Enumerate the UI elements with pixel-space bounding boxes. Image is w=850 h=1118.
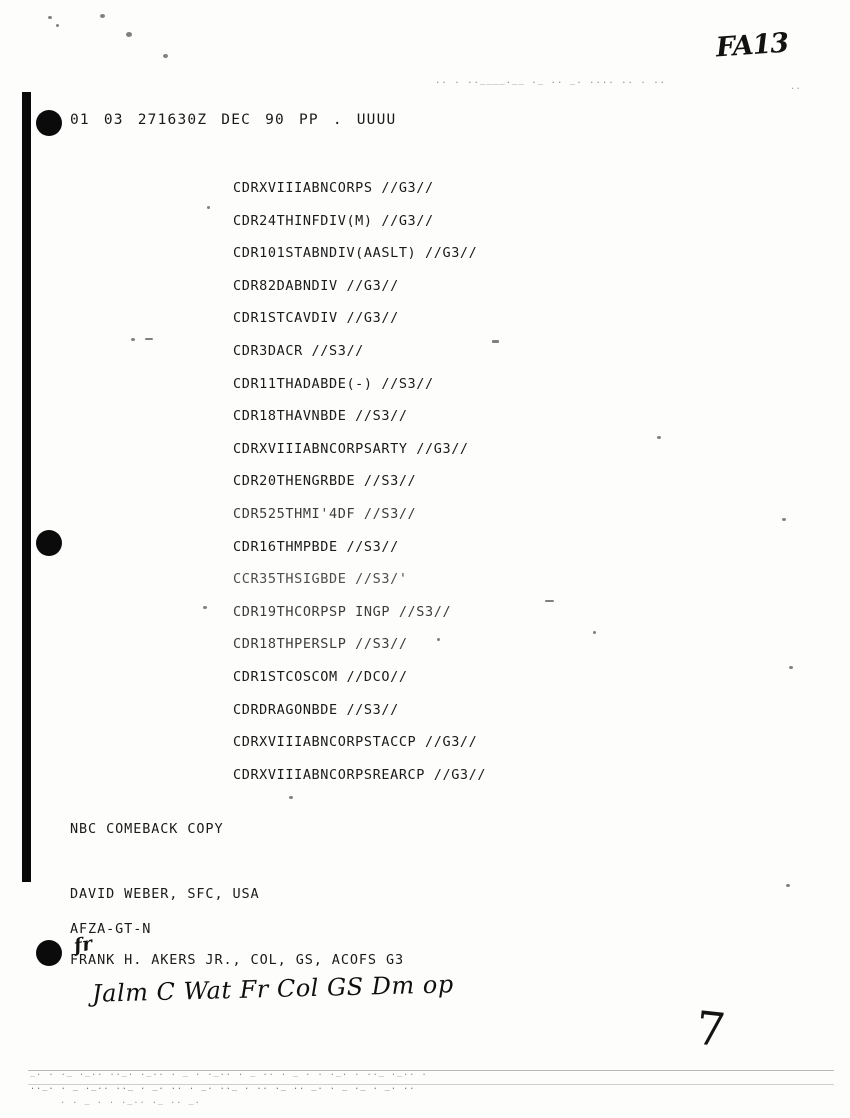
scan-artifact-bottom: . . _ . . ._.. ._ .. _. (60, 1096, 201, 1106)
addressee-line: CDR24THINFDIV(M) //G3// (233, 212, 434, 229)
dtg-segment-precedence: PP (298, 112, 319, 128)
dtg-segment-dot: . (332, 112, 343, 128)
hole-punch-mark (36, 940, 62, 966)
hole-punch-mark (36, 110, 62, 136)
scan-speckle (100, 14, 105, 18)
scan-artifact-top: .. . ..____.__ ._ .. _. .... .. . .. (435, 76, 667, 86)
handwritten-signature: Jalm C Wat Fr Col GS Dm op (91, 970, 455, 1008)
addressee-line: CDR82DABNDIV //G3// (233, 277, 399, 294)
scan-speckle (126, 32, 132, 37)
scan-speckle (48, 16, 52, 19)
handwritten-top-marking: FA13 (714, 27, 789, 64)
scan-speckle (56, 24, 59, 27)
scan-speckle (131, 338, 135, 341)
addressee-line: CDRDRAGONBDE //S3// (233, 701, 399, 718)
scan-speckle (203, 606, 207, 609)
dtg-segment-time: 271630Z (137, 112, 208, 128)
addressee-list (233, 172, 486, 791)
addressee-line: CDR18THAVNBDE //S3// (233, 408, 408, 425)
addressee-line: CDRXVIIIABNCORPS //G3// (233, 180, 434, 196)
scan-speckle (545, 600, 554, 602)
binding-edge-bar (22, 92, 31, 882)
scan-speckle (593, 631, 596, 634)
addressee-line: CDR20THENGRBDE //S3// (233, 473, 417, 490)
scan-speckle (163, 54, 168, 58)
dtg-segment-03: 03 (103, 112, 124, 128)
message-dtg-line (70, 112, 396, 128)
scan-speckle (207, 206, 210, 209)
addressee-line: CDR16THMPBDE //S3// (233, 538, 399, 555)
drafter-line: DAVID WEBER, SFC, USA (70, 886, 260, 902)
handwritten-fr-mark: fr (72, 932, 94, 958)
scan-speckle (289, 796, 293, 799)
scan-artifact-top-right: .. (790, 82, 801, 92)
dtg-segment-01: 01 (70, 112, 90, 128)
addressee-line: CDR11THADABDE(-) //S3// (233, 375, 434, 392)
hole-punch-mark (36, 530, 62, 556)
addressee-line: CDR3DACR //S3// (233, 342, 364, 359)
addressee-line: CDR101STABNDIV(AASLT) //G3// (233, 245, 478, 262)
dtg-segment-classification: UUUU (356, 112, 397, 128)
handwritten-page-number: 7 (692, 1000, 728, 1058)
addressee-line: CDR19THCORPSP INGP //S3// (233, 603, 452, 620)
dtg-segment-month: DEC (221, 112, 252, 128)
addressee-line: CDRXVIIIABNCORPSREARCP //G3// (233, 766, 487, 783)
scan-speckle (492, 340, 499, 343)
authenticating-official: FRANK H. AKERS JR., COL, GS, ACOFS G3 (70, 952, 405, 968)
scan-artifact-bottom: .._. . _ ._.. .._ . _. .. . _. .._ . .. ._ .. _. . _ ._ . _. .. (30, 1082, 416, 1092)
addressee-line: CDR18THPERSLP //S3// (233, 636, 408, 653)
addressee-line: CDRXVIIIABNCORPSTACCP //G3// (233, 734, 478, 751)
addressee-line: CDR525THMI'4DF //S3// (233, 505, 417, 522)
scan-speckle (657, 436, 661, 439)
subject-line: NBC COMEBACK COPY (70, 821, 224, 837)
addressee-line: CDR1STCOSCOM //DCO// (233, 668, 408, 685)
addressee-line: CDRXVIIIABNCORPSARTY //G3// (233, 440, 469, 457)
addressee-line: CCR35THSIGBDE //S3/' (233, 571, 408, 588)
office-symbol: AFZA-GT-N (70, 921, 152, 937)
addressee-line: CDR1STCAVDIV //G3// (233, 310, 399, 327)
scan-speckle (789, 666, 793, 669)
dtg-segment-year: 90 (265, 112, 285, 128)
scan-speckle (145, 338, 153, 340)
scan-artifact-bottom: _. . ._ ._.. .._. ._.. . _ . ._.. . _ .. . _ . . ._. . .._ ._.. . (30, 1068, 428, 1078)
scan-speckle (782, 518, 786, 521)
scan-speckle (786, 884, 790, 887)
